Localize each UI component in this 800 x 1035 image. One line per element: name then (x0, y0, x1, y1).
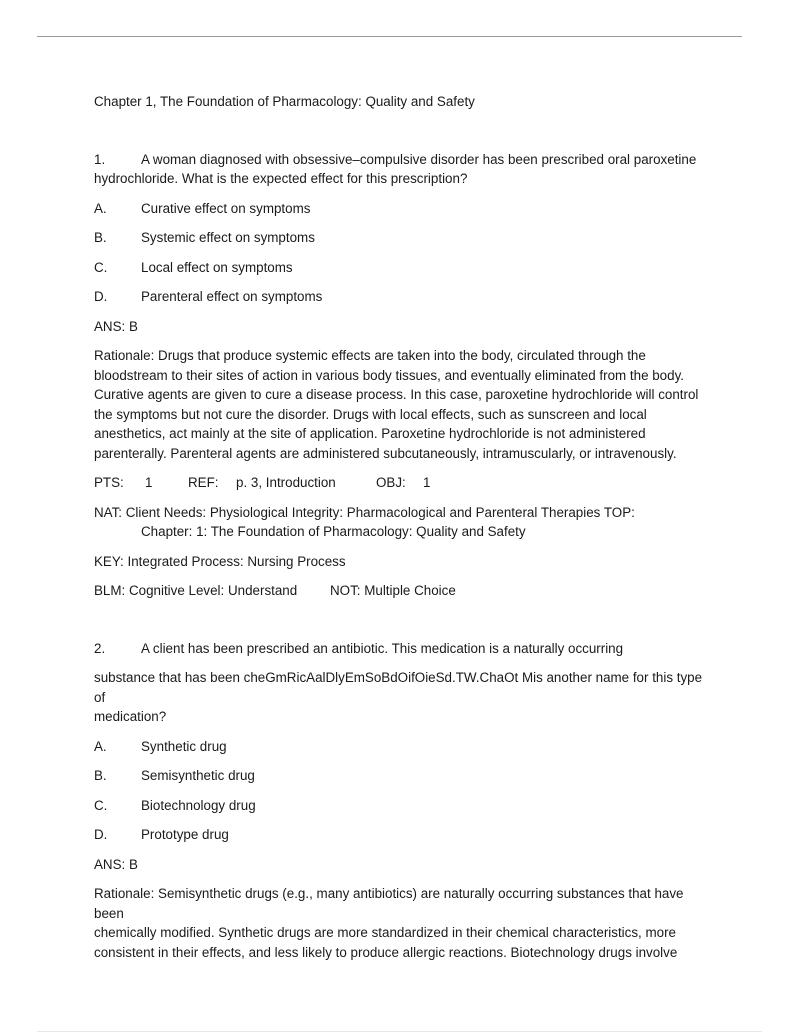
answer-key: ANS: B (94, 856, 138, 872)
question-stem-line: hydrochloride. What is the expected effect for this prescription? (94, 171, 468, 186)
answer-option-b (94, 228, 714, 248)
question-1 (94, 150, 714, 601)
option-letter: D. (94, 289, 108, 304)
question-stem-line: A client has been prescribed an antibiotic. This medication is a naturally occurring (141, 640, 624, 656)
top-line: Chapter: 1: The Foundation of Pharmacology: Quality and Safety (141, 524, 526, 539)
ref-value: p. 3, Introduction (236, 475, 336, 490)
question-stem (94, 639, 714, 659)
top-horizontal-rule (37, 36, 742, 37)
chapter-title: Chapter 1, The Foundation of Pharmacology: Quality and Safety (94, 94, 475, 109)
meta-pts-ref-obj (94, 473, 714, 493)
obj-label: OBJ: (376, 475, 406, 490)
question-stem (94, 150, 714, 170)
not-line: NOT: Multiple Choice (330, 583, 456, 598)
blm-line: BLM: Cognitive Level: Understand (94, 583, 298, 598)
option-letter: D. (94, 827, 108, 842)
option-letter: C. (94, 259, 108, 275)
rationale-line: parenterally. Parenteral agents are administered subcutaneously, intramuscularly, or intravenously. (94, 445, 677, 461)
nat-line: NAT: Client Needs: Physiological Integrity: Pharmacological and Parenteral Therapies TOP: (94, 504, 635, 520)
answer-option-b (94, 766, 714, 786)
option-text: Synthetic drug (141, 738, 227, 754)
rationale-line: chemically modified. Synthetic drugs are more standardized in their chemical characteristics, more (94, 925, 676, 940)
rationale-line: Rationale: Semisynthetic drugs (e.g., many antibiotics) are naturally occurring substances that have been (94, 886, 684, 921)
option-letter: B. (94, 768, 107, 783)
option-text: Parenteral effect on symptoms (141, 289, 323, 304)
option-letter: A. (94, 738, 107, 754)
option-text: Biotechnology drug (141, 797, 256, 813)
answer-option-c (94, 258, 714, 278)
pts-value: 1 (145, 475, 153, 490)
question-stem-line: medication? (94, 709, 167, 724)
rationale-line: bloodstream to their sites of action in various body tissues, and eventually eliminated from the body. (94, 367, 684, 383)
question-number: 1. (94, 151, 106, 167)
answer-option-a (94, 737, 714, 757)
answer-key: ANS: B (94, 318, 138, 334)
option-text: Curative effect on symptoms (141, 200, 311, 216)
option-letter: C. (94, 797, 108, 813)
option-text: Systemic effect on symptoms (141, 230, 315, 245)
obj-value: 1 (423, 475, 431, 490)
question-stem-line: substance that has been cheGmRicAalDlyEmSoBdOifOieSd.TW.ChaOt Mis another name for this type of (94, 670, 703, 705)
pts-label: PTS: (94, 475, 124, 490)
rationale (94, 346, 714, 463)
question-stem-continued (94, 668, 714, 727)
answer-option-d (94, 287, 714, 307)
rationale-line: Rationale: Drugs that produce systemic effects are taken into the body, circulated through the (94, 348, 646, 363)
option-letter: A. (94, 200, 107, 216)
answer-option-a (94, 199, 714, 219)
question-number: 2. (94, 640, 106, 656)
rationale-line: Curative agents are given to cure a disease process. In this case, paroxetine hydrochloride will control (94, 387, 699, 402)
ref-label: REF: (188, 475, 219, 490)
option-text: Local effect on symptoms (141, 259, 293, 275)
nat-top (94, 503, 714, 542)
blm-not-row (94, 581, 714, 601)
document-body (94, 92, 714, 972)
answer-option-c (94, 796, 714, 816)
option-text: Prototype drug (141, 827, 229, 842)
answer-option-d (94, 825, 714, 845)
option-text: Semisynthetic drug (141, 768, 255, 783)
rationale-line: the symptoms but not cure the disorder. Drugs with local effects, such as sunscreen and local (94, 406, 647, 422)
rationale-line: consistent in their effects, and less likely to produce allergic reactions. Biotechnology drugs involve (94, 944, 678, 960)
option-letter: B. (94, 230, 107, 245)
rationale-line: anesthetics, act mainly at the site of application. Paroxetine hydrochloride is not administered (94, 426, 646, 441)
question-stem-line: A woman diagnosed with obsessive–compulsive disorder has been prescribed oral paroxetine (141, 151, 697, 167)
question-2 (94, 639, 714, 963)
key-line: KEY: Integrated Process: Nursing Process (94, 553, 346, 569)
rationale (94, 884, 714, 962)
bottom-page-edge (37, 1031, 762, 1032)
